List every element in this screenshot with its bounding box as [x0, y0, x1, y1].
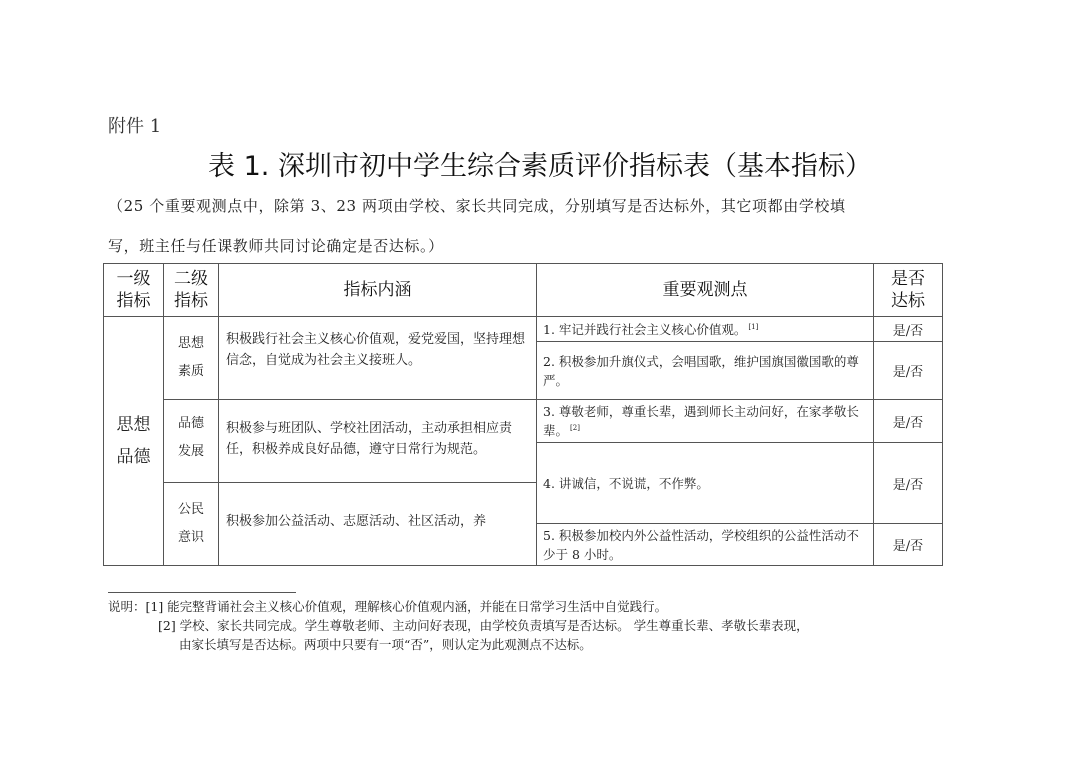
footnote-2: [2] 学校、家长共同完成。学生尊敬老师、主动问好表现，由学校负责填写是否达标。 学生尊重长辈、孝敬长辈表现， [158, 618, 809, 633]
header-meaning: 指标内涵 [219, 264, 537, 317]
observation-point-1: 1. 牢记并践行社会主义核心价值观。 [1] [537, 317, 874, 342]
verdict-2: 是/否 [874, 342, 943, 400]
footnotes [108, 597, 968, 654]
header-level1: 一级 指标 [104, 264, 164, 317]
observation-point-2: 2. 积极参加升旗仪式，会唱国歌，维护国旗国徽国歌的尊严。 [537, 342, 874, 400]
verdict-3: 是/否 [874, 400, 943, 443]
observation-point-3: 3. 尊敬老师，尊重长辈，遇到师长主动问好，在家孝敬长辈。 [2] [537, 400, 874, 443]
subcategory-character: 品德 发展 [164, 400, 219, 483]
note-line-2: 写，班主任与任课教师共同讨论确定是否达标。） [108, 237, 444, 255]
verdict-1: 是/否 [874, 317, 943, 342]
subcategory-citizen: 公民 意识 [164, 483, 219, 566]
header-verdict: 是否 达标 [874, 264, 943, 317]
meaning-character: 积极参与班团队、学校社团活动，主动承担相应责任，积极养成良好品德，遵守日常行为规范。 [219, 400, 537, 483]
header-observation: 重要观测点 [537, 264, 874, 317]
observation-point-5: 5. 积极参加校内外公益性活动，学校组织的公益性活动不少于 8 小时。 [537, 524, 874, 566]
table-row [104, 317, 943, 342]
category-moral: 思想 品德 [104, 317, 164, 566]
footnote-divider [108, 592, 296, 593]
verdict-4: 是/否 [874, 443, 943, 524]
table-row [104, 400, 943, 443]
meaning-thought: 积极践行社会主义核心价值观，爱党爱国，坚持理想信念，自觉成为社会主义接班人。 [219, 317, 537, 400]
page-title: 表 1. 深圳市初中学生综合素质评价指标表（基本指标） [208, 151, 872, 182]
header-level2: 二级 指标 [164, 264, 219, 317]
footnote-1: 说明：[1] 能完整背诵社会主义核心价值观，理解核心价值观内涵，并能在日常学习生活中自觉践行。 [108, 599, 668, 614]
meaning-citizen: 积极参加公益活动、志愿活动、社区活动，养 [219, 483, 537, 566]
header-row [104, 264, 943, 317]
footnote-2-continued: 由家长填写是否达标。两项中只要有一项“否”，则认定为此观测点不达标。 [179, 637, 592, 652]
attachment-label: 附件 1 [108, 116, 162, 137]
note-line-1: （25 个重要观测点中，除第 3、23 两项由学校、家长共同完成，分别填写是否达标外，其它项都由学校填 [108, 197, 846, 215]
subcategory-thought: 思想 素质 [164, 317, 219, 400]
observation-point-4: 4. 讲诚信，不说谎，不作弊。 [537, 443, 874, 524]
verdict-5: 是/否 [874, 524, 943, 566]
instruction-note [108, 186, 944, 266]
evaluation-table [103, 263, 943, 566]
